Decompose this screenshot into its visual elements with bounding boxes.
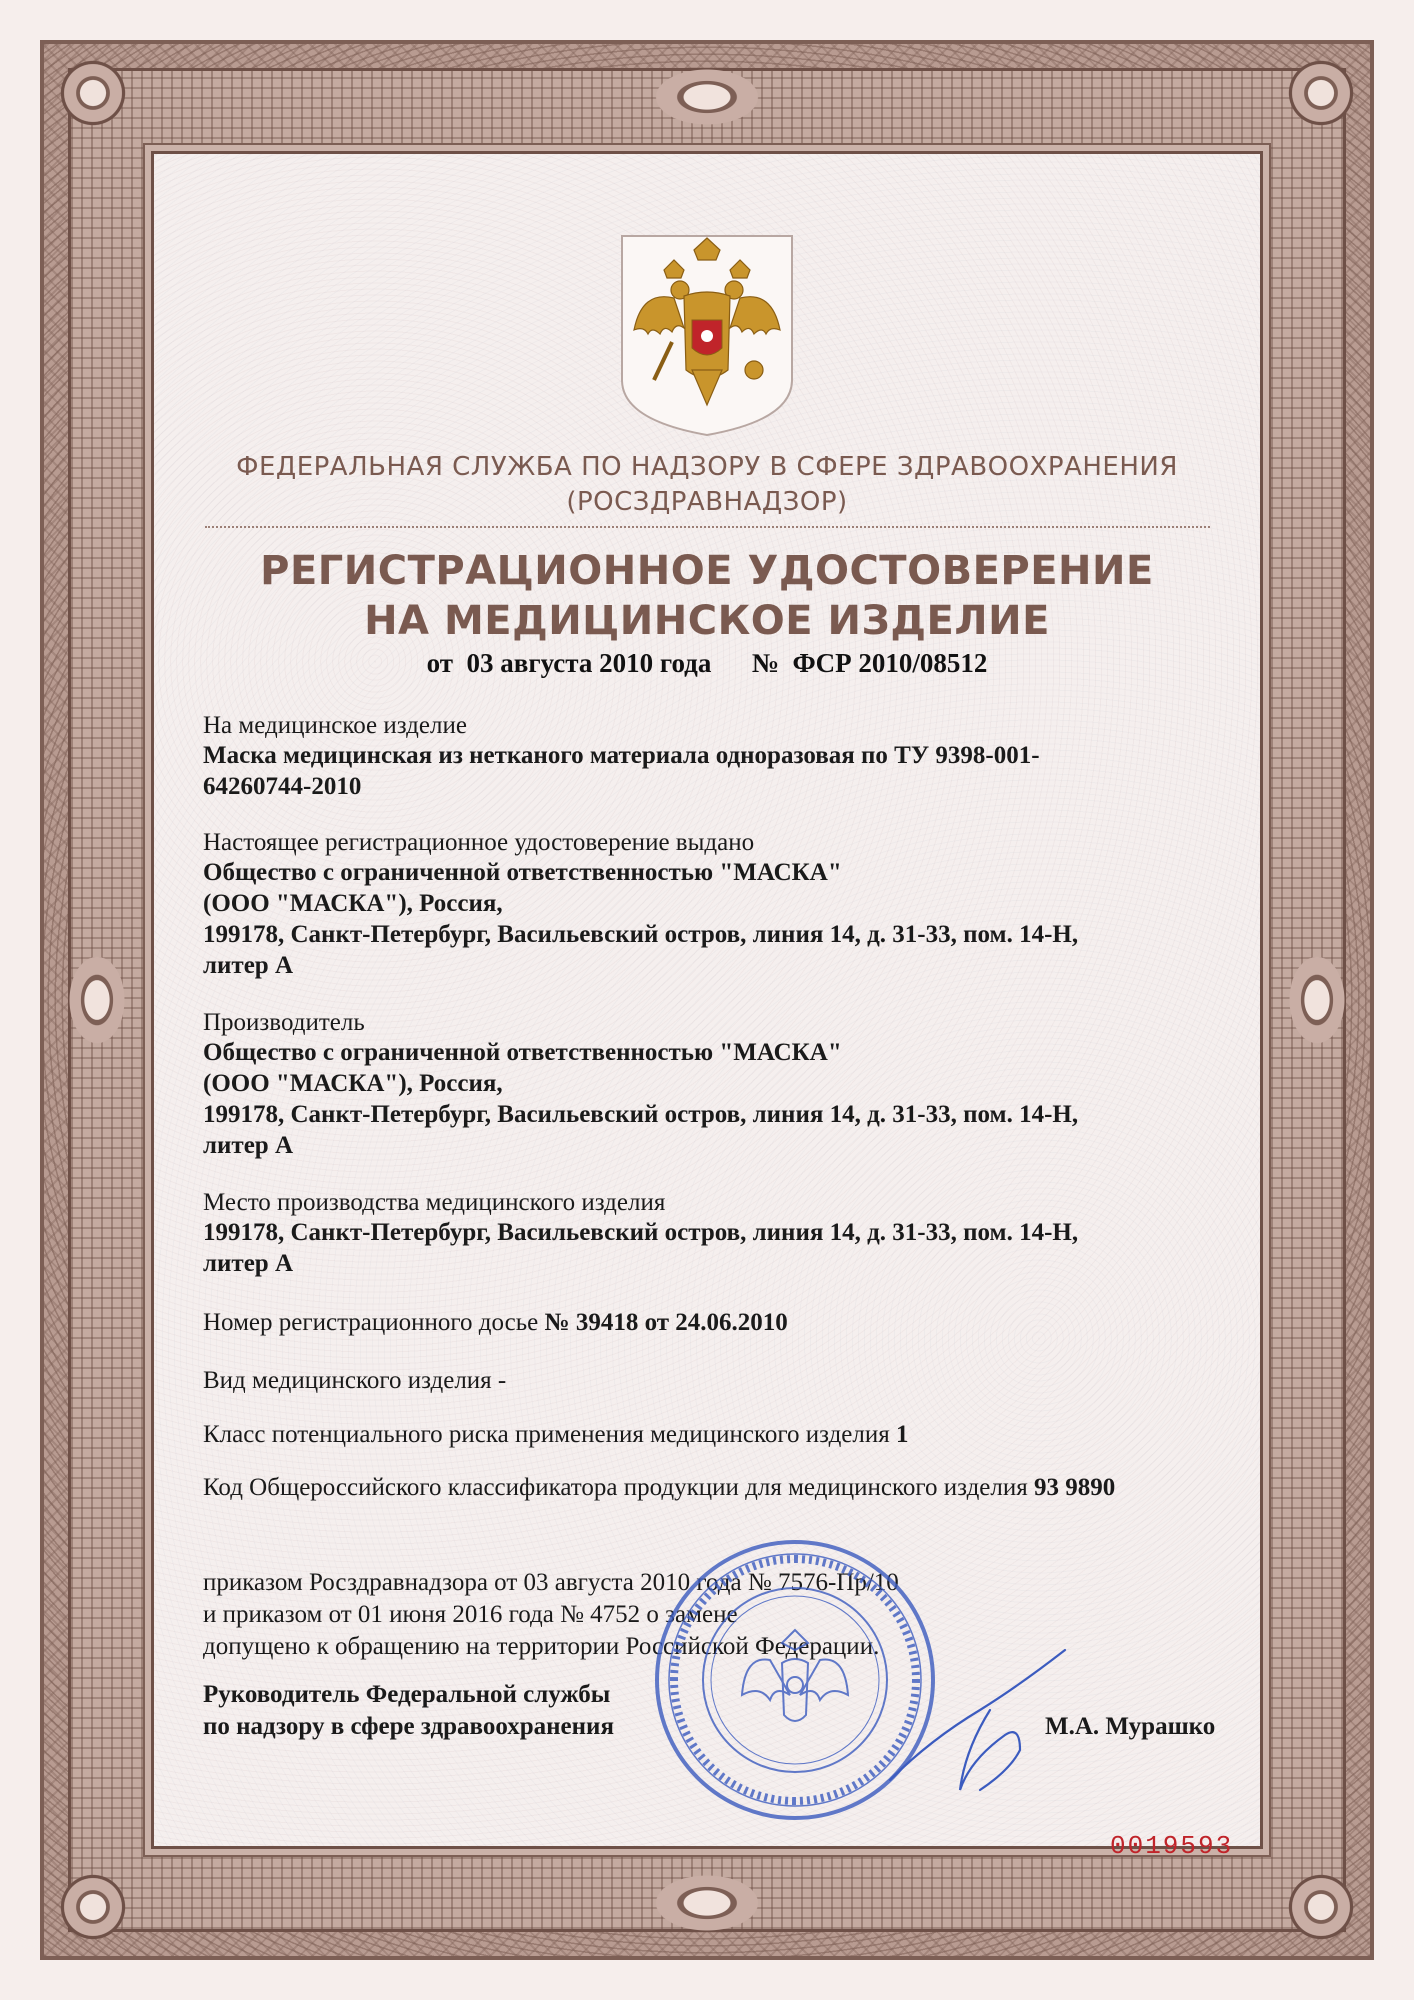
document-subtitle: НА МЕДИЦИНСКОЕ ИЗДЕЛИЕ <box>364 598 1050 644</box>
product-name: Маска медицинская из нетканого материала одноразовая по ТУ 9398-001- <box>203 742 1040 769</box>
issued-to-line: литер А <box>203 952 294 979</box>
product-label: На медицинское изделие <box>203 712 467 739</box>
date-prefix: от <box>426 648 454 678</box>
product-name-cont: 64260744-2010 <box>203 773 362 800</box>
registration-number: ФСР 2010/08512 <box>792 648 988 678</box>
order-line: и приказом от 01 июня 2016 года № 4752 о замене <box>203 1601 738 1628</box>
signature-icon <box>870 1640 1090 1810</box>
issued-to-line: 199178, Санкт-Петербург, Васильевский остров, линия 14, д. 31-33, пом. 14-Н, <box>203 921 1079 948</box>
manufacturer-line: 199178, Санкт-Петербург, Васильевский остров, линия 14, д. 31-33, пом. 14-Н, <box>203 1101 1079 1128</box>
issue-date-and-number <box>150 648 1264 679</box>
production-site-label: Место производства медицинского изделия <box>203 1189 666 1216</box>
manufacturer-line: Общество с ограниченной ответственностью "МАСКА" <box>203 1039 842 1066</box>
number-sign: № <box>751 648 779 678</box>
signatory-name: М.А. Мурашко <box>1045 1713 1216 1740</box>
risk-class-label: Класс потенциального риска применения медицинского изделия <box>203 1421 890 1448</box>
serial-number: 0019593 <box>1110 1831 1234 1861</box>
risk-class-value: 1 <box>896 1421 909 1448</box>
okp-code-row <box>203 1473 1115 1503</box>
device-type-label: Вид медицинского изделия - <box>203 1367 507 1394</box>
signatory-title: Руководитель Федеральной службы <box>203 1681 611 1708</box>
document-title: РЕГИСТРАЦИОННОЕ УДОСТОВЕРЕНИЕ <box>260 548 1154 594</box>
production-site-line: литер А <box>203 1250 294 1277</box>
production-site-line: 199178, Санкт-Петербург, Васильевский остров, линия 14, д. 31-33, пом. 14-Н, <box>203 1219 1079 1246</box>
dossier-row <box>203 1308 788 1338</box>
dossier-label: Номер регистрационного досье <box>203 1309 539 1336</box>
manufacturer-line: литер А <box>203 1132 294 1159</box>
signatory-title-cont: по надзору в сфере здравоохранения <box>203 1713 614 1740</box>
divider <box>205 526 1210 528</box>
coat-of-arms-icon <box>612 230 802 440</box>
risk-class-row <box>203 1420 909 1450</box>
manufacturer-line: (ООО "МАСКА"), Россия, <box>203 1070 503 1097</box>
issued-to-label: Настоящее регистрационное удостоверение выдано <box>203 829 755 856</box>
agency-abbreviation: (РОСЗДРАВНАДЗОР) <box>566 487 848 517</box>
order-line: допущено к обращению на территории Российской Федерации. <box>203 1633 880 1660</box>
issued-to-line: Общество с ограниченной ответственностью "МАСКА" <box>203 859 842 886</box>
agency-name: ФЕДЕРАЛЬНАЯ СЛУЖБА ПО НАДЗОРУ В СФЕРЕ ЗДРАВООХРАНЕНИЯ <box>236 452 1178 482</box>
order-line: приказом Росздравнадзора от 03 августа 2010 года № 7576-Пр/10 <box>203 1569 899 1596</box>
manufacturer-label: Производитель <box>203 1009 365 1036</box>
issued-to-line: (ООО "МАСКА"), Россия, <box>203 890 503 917</box>
dossier-value: № 39418 от 24.06.2010 <box>544 1309 788 1336</box>
okp-code-value: 93 9890 <box>1034 1474 1116 1501</box>
okp-code-label: Код Общероссийского классификатора продукции для медицинского изделия <box>203 1474 1028 1501</box>
issue-date: 03 августа 2010 года <box>466 648 712 678</box>
